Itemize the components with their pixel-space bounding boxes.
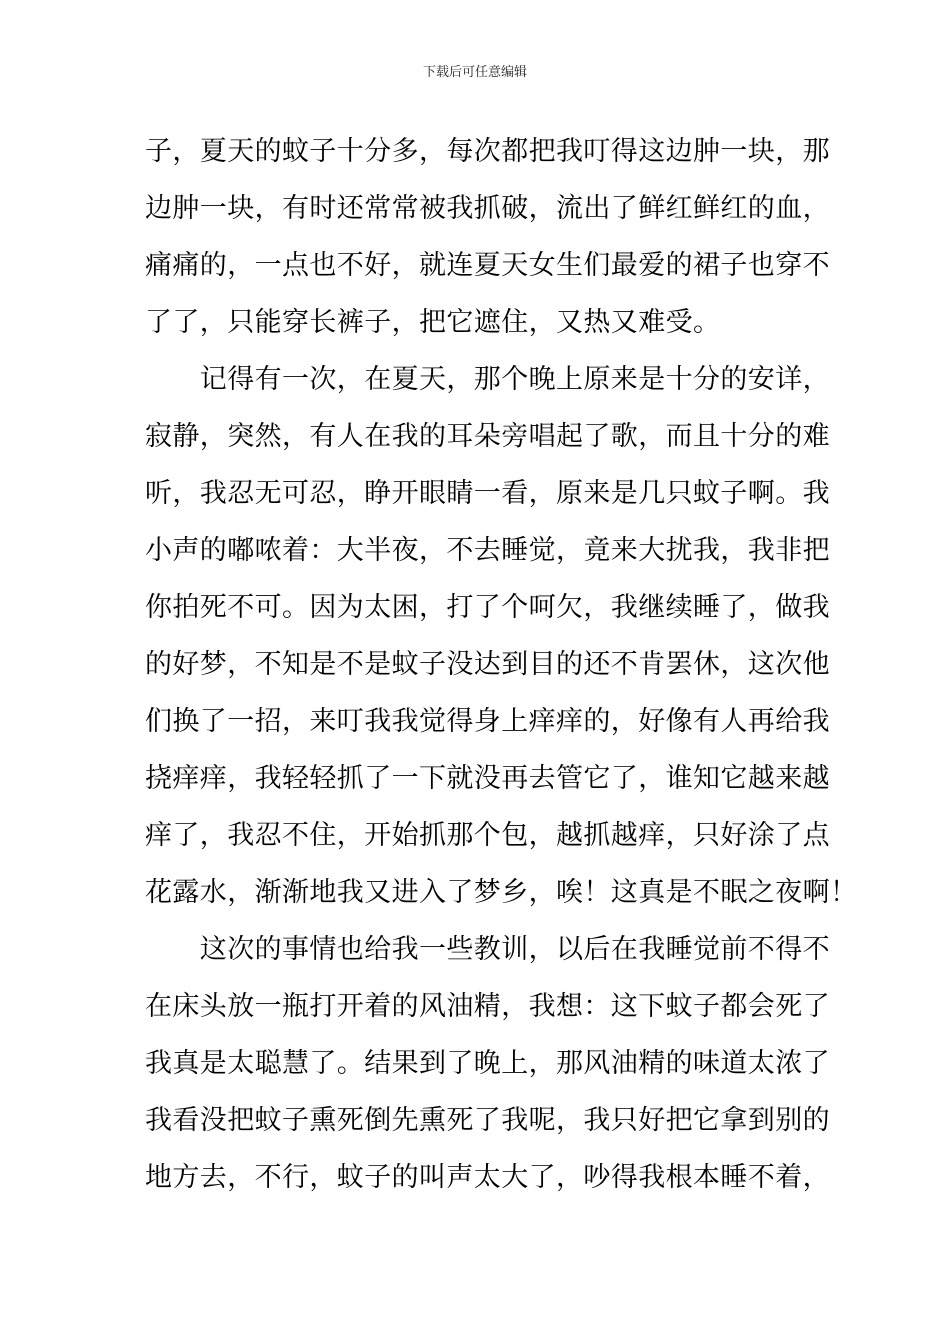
text-line: 寂静，突然，有人在我的耳朵旁唱起了歌，而且十分的难 <box>145 421 830 452</box>
text-line: 们换了一招，来叮我我觉得身上痒痒的，好像有人再给我 <box>145 706 830 737</box>
text-line: 我真是太聪慧了。结果到了晚上，那风油精的味道太浓了 <box>145 1048 830 1079</box>
text-line: 挠痒痒，我轻轻抓了一下就没再去管它了，谁知它越来越 <box>145 763 830 794</box>
text-line: 的好梦，不知是不是蚊子没达到目的还不肯罢休，这次他 <box>145 649 830 680</box>
text-line: 子，夏天的蚊子十分多，每次都把我叮得这边肿一块，那 <box>145 136 830 167</box>
text-line: 记得有一次，在夏天，那个晚上原来是十分的安详， <box>145 364 830 395</box>
text-line: 痛痛的，一点也不好，就连夏天女生们最爱的裙子也穿不 <box>145 250 830 281</box>
text-line: 了了，只能穿长裤子，把它遮住，又热又难受。 <box>145 307 721 338</box>
text-line: 这次的事情也给我一些教训，以后在我睡觉前不得不 <box>145 934 830 965</box>
text-line: 边肿一块，有时还常常被我抓破，流出了鲜红鲜红的血， <box>145 193 830 224</box>
text-line: 花露水，渐渐地我又进入了梦乡，唉！这真是不眠之夜啊！ <box>145 877 858 908</box>
text-line: 地方去，不行，蚊子的叫声太大了，吵得我根本睡不着， <box>145 1162 830 1193</box>
text-line: 小声的嘟哝着：大半夜，不去睡觉，竟来大扰我，我非把 <box>145 535 830 566</box>
essay-body <box>145 130 858 1213</box>
text-line: 你拍死不可。因为太困，打了个呵欠，我继续睡了，做我 <box>145 592 830 623</box>
text-line: 在床头放一瓶打开着的风油精，我想：这下蚊子都会死了 <box>145 991 830 1022</box>
text-line: 我看没把蚊子熏死倒先熏死了我呢，我只好把它拿到别的 <box>145 1105 830 1136</box>
text-line: 痒了，我忍不住，开始抓那个包，越抓越痒，只好涂了点 <box>145 820 830 851</box>
text-line: 听，我忍无可忍，睁开眼睛一看，原来是几只蚊子啊。我 <box>145 478 830 509</box>
page-header: 下载后可任意编辑 <box>422 65 527 80</box>
